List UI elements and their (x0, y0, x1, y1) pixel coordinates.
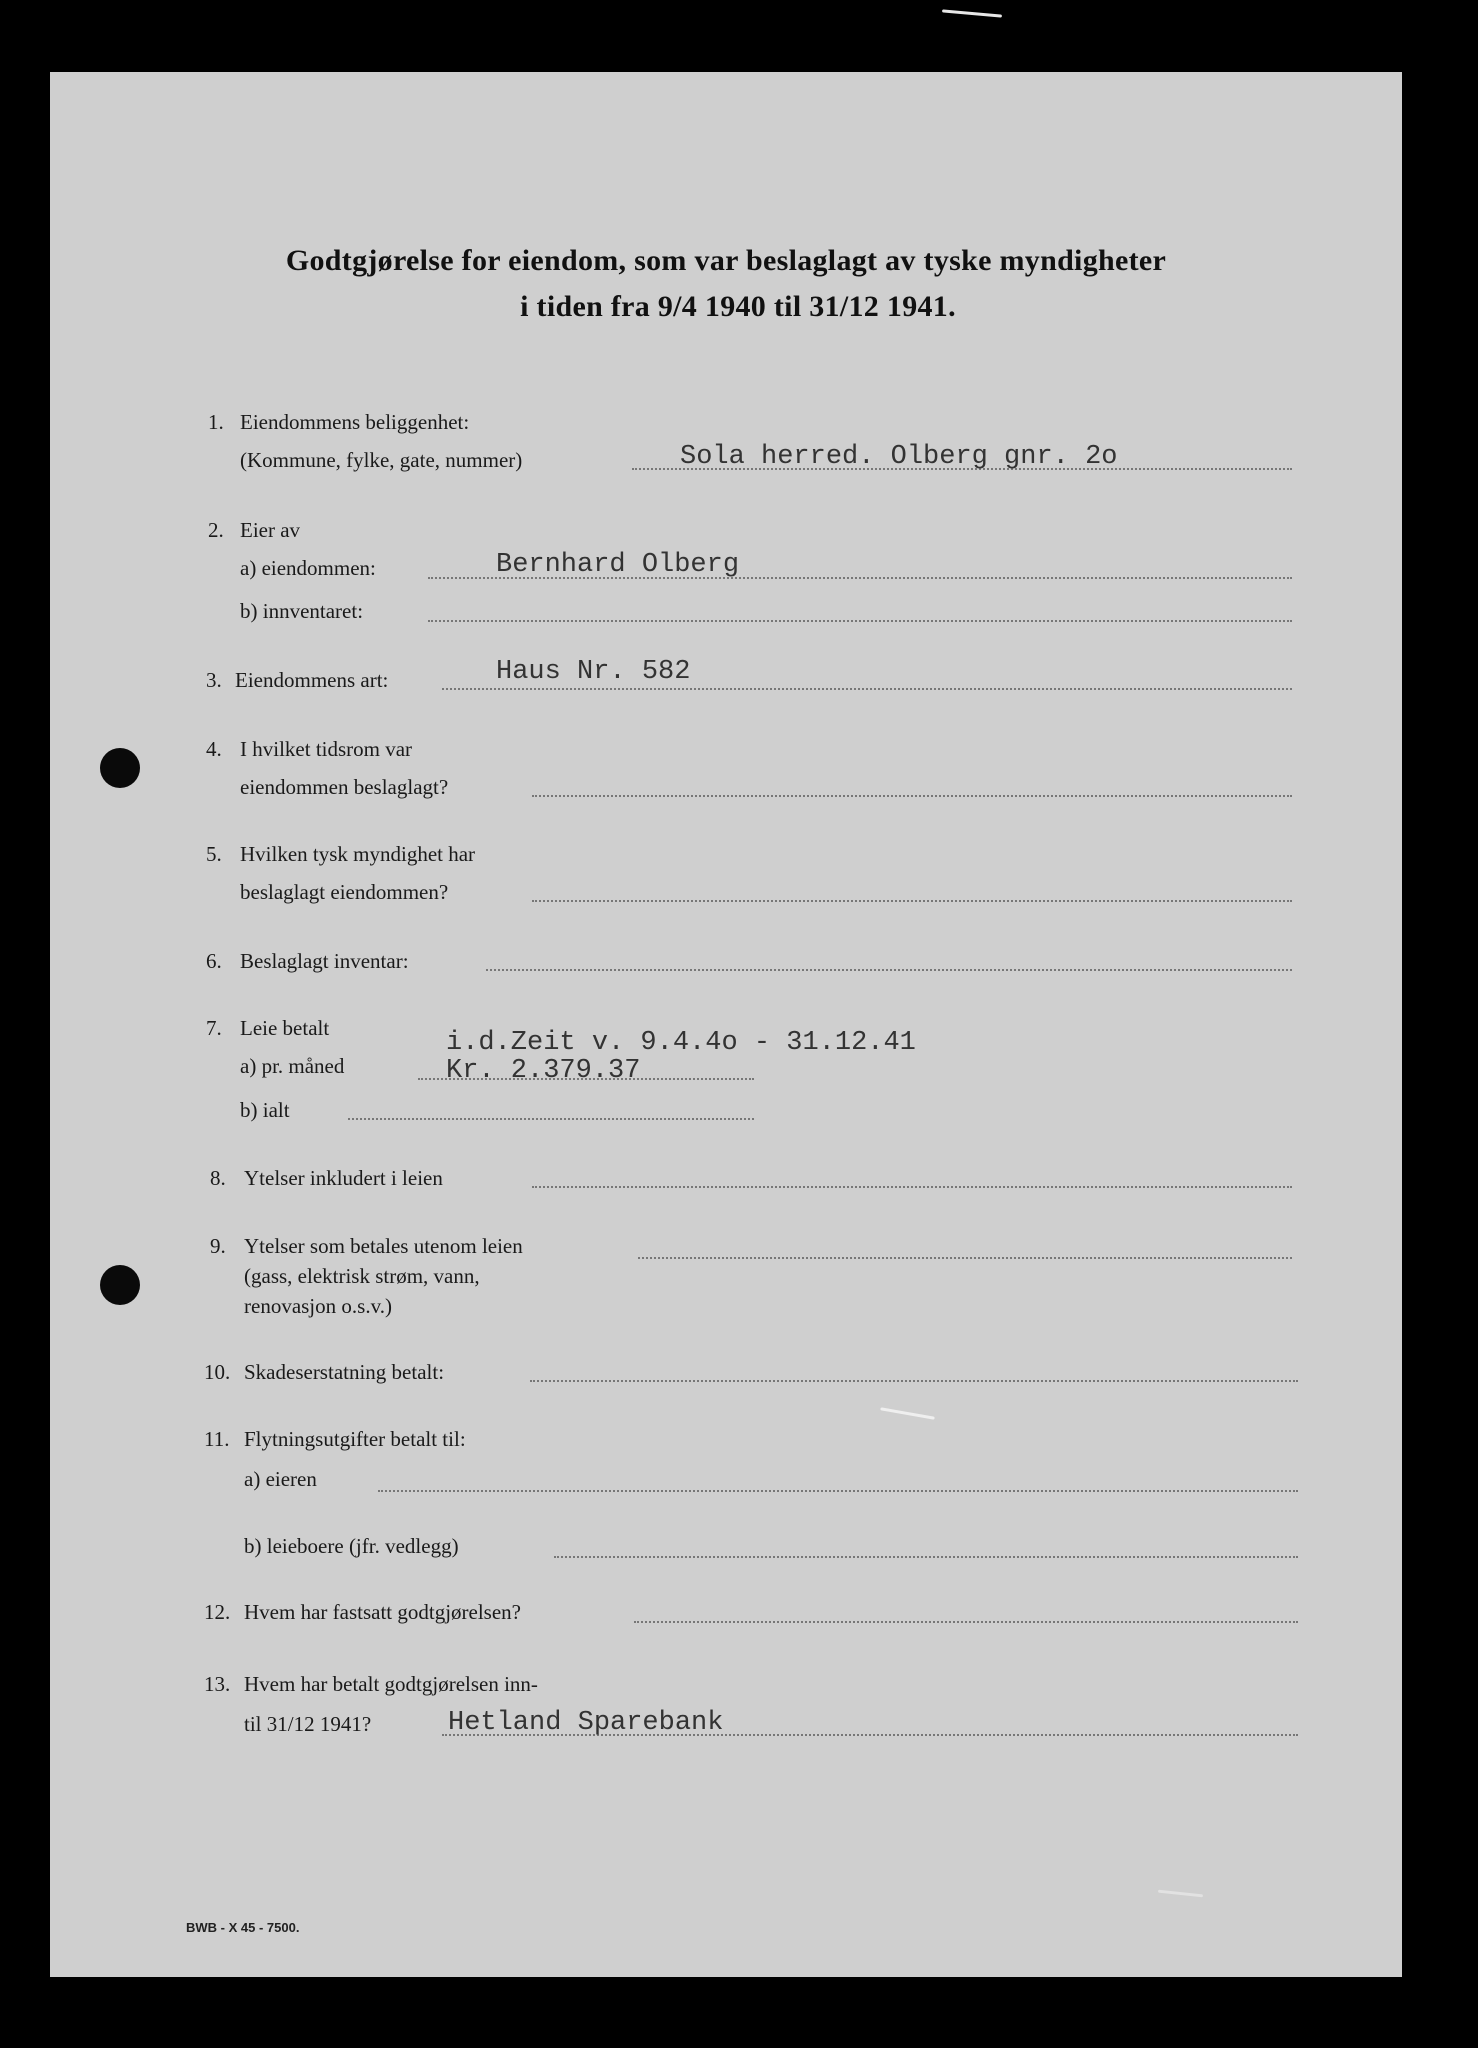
item-1-label: Eiendommens beliggenhet: (240, 410, 470, 434)
item-9-sublabel-2: renovasjon o.s.v.) (244, 1294, 392, 1318)
item-5-label: Hvilken tysk myndighet har (240, 842, 476, 866)
item-11-label: Flytningsutgifter betalt til: (244, 1427, 466, 1451)
item-3-number: 3. (206, 668, 222, 692)
item-10-label: Skadeserstatning betalt: (244, 1360, 445, 1384)
punch-hole (100, 748, 140, 788)
item-3-answer-line (442, 688, 1292, 690)
item-1-number: 1. (208, 410, 224, 434)
paper-mark (1158, 1890, 1203, 1898)
item-10-answer-line (530, 1380, 1298, 1382)
item-12-label: Hvem har fastsatt godtgjørelsen? (244, 1600, 521, 1624)
punch-hole (100, 1265, 140, 1305)
item-8-number: 8. (210, 1166, 226, 1190)
item-2-label: Eier av (240, 518, 301, 542)
item-4-label: I hvilket tidsrom var (240, 737, 413, 761)
item-4-number: 4. (206, 737, 222, 761)
item-7-number: 7. (206, 1016, 222, 1040)
item-7-label: Leie betalt (240, 1016, 330, 1040)
item-13-sublabel: til 31/12 1941? (244, 1712, 372, 1736)
form-title-line-1: Godtgjørelse for eiendom, som var beslaglagt av tyske myndigheter (285, 244, 1167, 277)
item-9-label: Ytelser som betales utenom leien (244, 1234, 523, 1258)
item-12-answer-line (634, 1621, 1298, 1623)
item-4-sublabel: eiendommen beslaglagt? (240, 775, 449, 799)
paper-mark (880, 1407, 935, 1420)
item-7b-answer-line (348, 1118, 754, 1120)
item-7a-answer: Kr. 2.379.37 (446, 1056, 641, 1086)
item-13-label: Hvem har betalt godtgjørelsen inn- (244, 1672, 538, 1696)
item-11a-label: a) eieren (244, 1467, 317, 1491)
item-13-answer: Hetland Sparebank (448, 1708, 724, 1738)
item-5-number: 5. (206, 842, 222, 866)
form-code: BWB - X 45 - 7500. (186, 1920, 300, 1935)
item-1-answer: Sola herred. Olberg gnr. 2o (680, 442, 1118, 472)
item-6-number: 6. (206, 949, 222, 973)
form-page (50, 72, 1402, 1977)
item-5-sublabel: beslaglagt eiendommen? (240, 880, 449, 904)
item-2-number: 2. (208, 518, 224, 542)
item-2b-answer-line (428, 620, 1292, 622)
item-5-answer-line (532, 900, 1292, 902)
item-12-number: 12. (204, 1600, 231, 1624)
item-7-period: i.d.Zeit v. 9.4.4o - 31.12.41 (446, 1028, 916, 1058)
form-title-line-2: i tiden fra 9/4 1940 til 31/12 1941. (520, 290, 956, 323)
item-3-label: Eiendommens art: (235, 668, 389, 692)
item-11b-answer-line (554, 1556, 1298, 1558)
item-8-answer-line (532, 1186, 1292, 1188)
item-13-number: 13. (204, 1672, 231, 1696)
item-1-sublabel: (Kommune, fylke, gate, nummer) (240, 448, 523, 472)
item-6-answer-line (486, 969, 1292, 971)
item-7b-label: b) ialt (240, 1098, 290, 1122)
item-2a-label: a) eiendommen: (240, 556, 376, 580)
item-9-number: 9. (210, 1234, 226, 1258)
item-3-answer: Haus Nr. 582 (496, 657, 691, 687)
item-9-answer-line (638, 1257, 1292, 1259)
item-7a-label: a) pr. måned (240, 1054, 345, 1078)
item-6-label: Beslaglagt inventar: (240, 949, 409, 973)
item-8-label: Ytelser inkludert i leien (244, 1166, 443, 1190)
paper-mark (942, 9, 1002, 17)
item-11b-label: b) leieboere (jfr. vedlegg) (244, 1534, 459, 1558)
item-11-number: 11. (204, 1427, 230, 1451)
item-9-sublabel-1: (gass, elektrisk strøm, vann, (244, 1264, 480, 1288)
item-10-number: 10. (204, 1360, 231, 1384)
item-4-answer-line (532, 795, 1292, 797)
item-2b-label: b) innventaret: (240, 599, 364, 623)
item-2a-answer: Bernhard Olberg (496, 550, 740, 580)
item-11a-answer-line (378, 1490, 1298, 1492)
